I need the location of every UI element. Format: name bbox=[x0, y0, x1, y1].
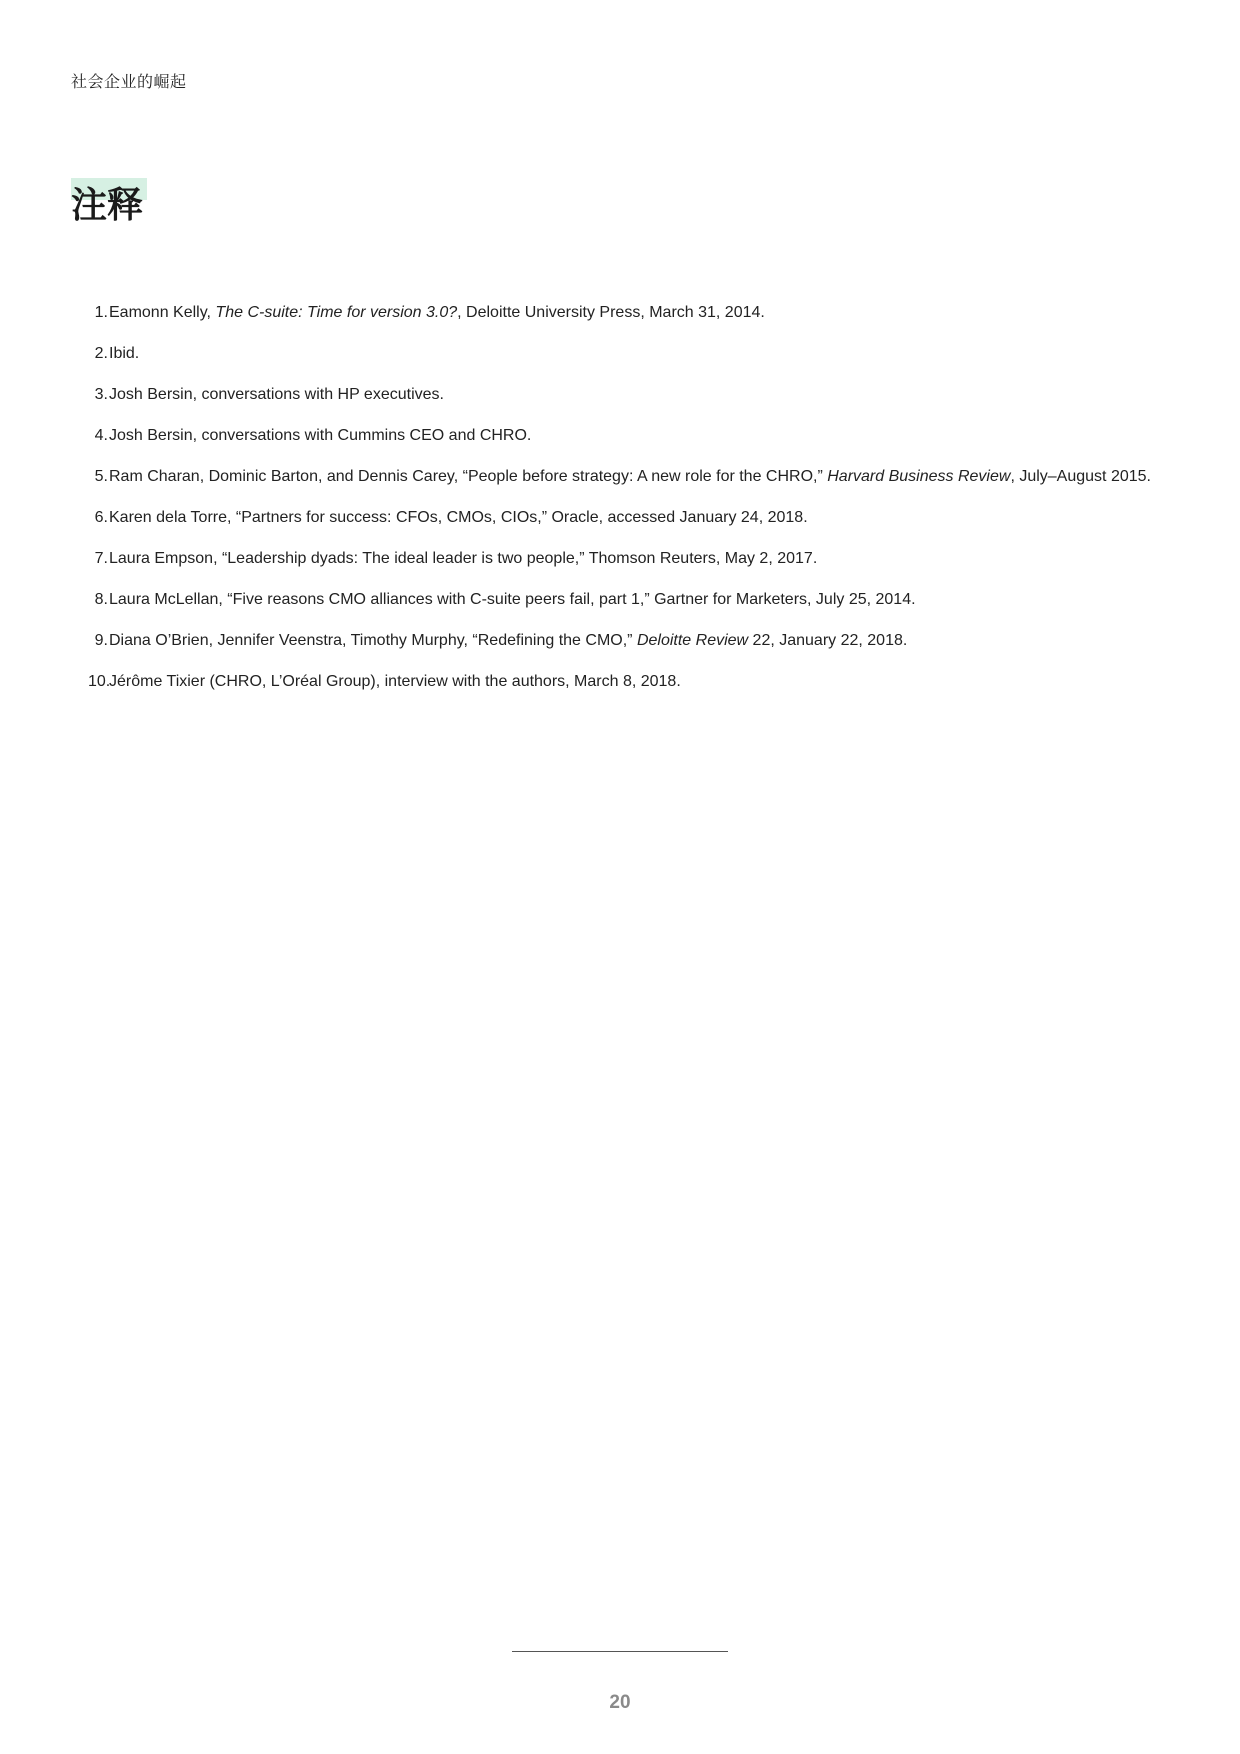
notes-list bbox=[71, 300, 1171, 710]
note-text bbox=[108, 382, 1171, 407]
note-number-label: 2. bbox=[94, 345, 108, 362]
note-number-label: 5. bbox=[94, 468, 108, 485]
note-number bbox=[71, 464, 108, 489]
note-text-segment: Diana O’Brien, Jennifer Veenstra, Timothy Murphy, “Redefining the CMO,” bbox=[109, 632, 637, 649]
note-text-italic: Harvard Business Review bbox=[827, 468, 1011, 485]
note-text bbox=[108, 341, 1171, 366]
note-item bbox=[71, 341, 1171, 366]
note-text bbox=[108, 669, 1171, 694]
note-number-label: 6. bbox=[94, 509, 108, 526]
note-number-label: 4. bbox=[94, 427, 108, 444]
note-text-segment: 22, January 22, 2018. bbox=[748, 632, 908, 649]
note-text-segment: Josh Bersin, conversations with Cummins CEO and CHRO. bbox=[109, 427, 532, 444]
note-item bbox=[71, 382, 1171, 407]
note-text-segment: Jérôme Tixier (CHRO, L’Oréal Group), interview with the authors, March 8, 2018. bbox=[109, 673, 681, 690]
note-text-segment: Karen dela Torre, “Partners for success: CFOs, CMOs, CIOs,” Oracle, accessed January 24, 2018. bbox=[109, 509, 808, 526]
note-text bbox=[108, 505, 1171, 530]
note-number bbox=[71, 628, 108, 653]
note-text-italic: The C-suite: Time for version 3.0? bbox=[215, 304, 458, 321]
note-number bbox=[71, 587, 108, 612]
note-number bbox=[71, 300, 108, 325]
note-text-italic: Deloitte Review bbox=[636, 632, 749, 649]
running-header: 社会企业的崛起 bbox=[71, 72, 187, 91]
note-text-segment: Laura McLellan, “Five reasons CMO alliances with C-suite peers fail, part 1,” Gartner for Marketers, July 25, 2014. bbox=[109, 591, 916, 608]
note-number bbox=[71, 423, 108, 448]
note-text-segment: , July–August 2015. bbox=[1010, 468, 1151, 485]
note-number-label: 3. bbox=[94, 386, 108, 403]
note-number bbox=[71, 341, 108, 366]
note-text bbox=[108, 628, 1171, 653]
note-text bbox=[108, 546, 1171, 571]
note-number bbox=[71, 669, 111, 694]
note-item bbox=[71, 628, 1171, 653]
note-item bbox=[71, 300, 1171, 325]
section-title-block bbox=[71, 176, 143, 224]
note-text bbox=[108, 300, 1171, 325]
note-item bbox=[71, 423, 1171, 448]
note-text-segment: , Deloitte University Press, March 31, 2014. bbox=[457, 304, 765, 321]
note-number-label: 7. bbox=[94, 550, 108, 567]
note-item bbox=[71, 587, 1171, 612]
note-item bbox=[71, 464, 1171, 489]
note-item bbox=[71, 669, 1171, 694]
note-text-segment: Laura Empson, “Leadership dyads: The ideal leader is two people,” Thomson Reuters, May 2, 2017. bbox=[109, 550, 818, 567]
footer-rule bbox=[512, 1651, 728, 1652]
note-number bbox=[71, 546, 108, 571]
note-text bbox=[108, 423, 1171, 448]
note-number-label: 1. bbox=[94, 304, 108, 321]
note-number-label: 9. bbox=[94, 632, 108, 649]
note-number-label: 8. bbox=[94, 591, 108, 608]
note-number bbox=[71, 505, 108, 530]
note-text-segment: Eamonn Kelly, bbox=[109, 304, 216, 321]
note-item bbox=[71, 546, 1171, 571]
section-title: 注释 bbox=[71, 185, 144, 226]
note-text-segment: Josh Bersin, conversations with HP executives. bbox=[109, 386, 444, 403]
note-text bbox=[108, 464, 1171, 489]
note-number bbox=[71, 382, 108, 407]
note-number-label: 10. bbox=[88, 673, 111, 690]
page-number: 20 bbox=[609, 1692, 631, 1713]
note-text-segment: Ibid. bbox=[109, 345, 140, 362]
note-item bbox=[71, 505, 1171, 530]
note-text-segment: Ram Charan, Dominic Barton, and Dennis Carey, “People before strategy: A new role for the CHRO,” bbox=[109, 468, 828, 485]
note-text bbox=[108, 587, 1171, 612]
